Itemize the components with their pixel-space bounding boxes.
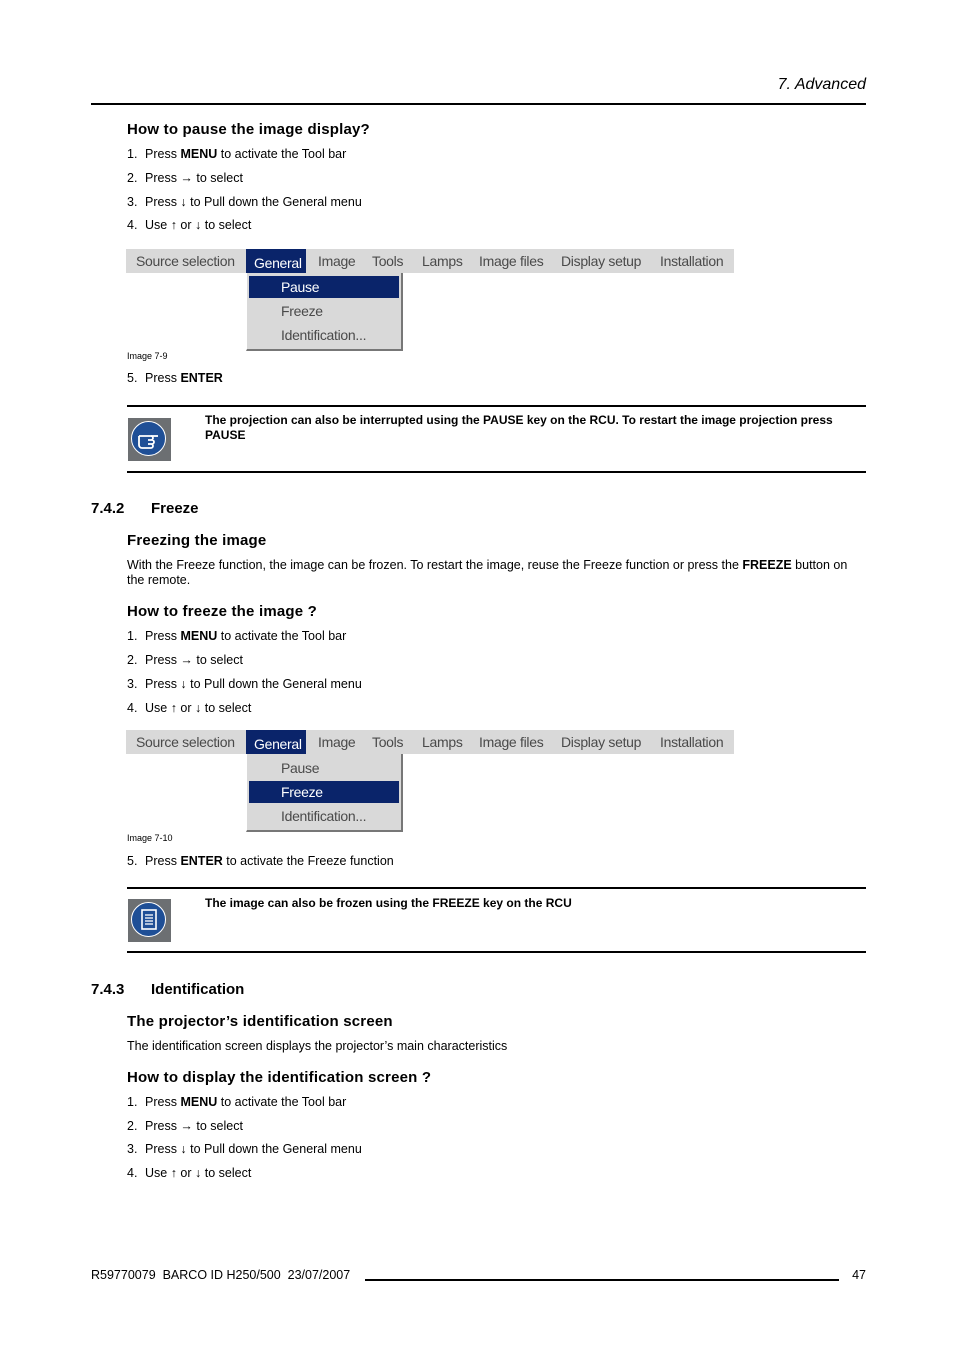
menu-source-selection[interactable]: Source selection [136, 253, 235, 269]
pause-step-5: 5. Press ENTER [127, 371, 223, 385]
menu-image-files[interactable]: Image files [479, 253, 544, 269]
dropdown-item-pause[interactable]: Pause [281, 760, 320, 776]
identification-body: The identification screen displays the projector’s main characteristics [127, 1039, 508, 1053]
menu-general[interactable]: General [246, 730, 306, 754]
chapter-title: 7. Advanced [777, 76, 866, 93]
pause-step-4: 4. Use ↑ or ↓ to select [127, 218, 252, 232]
freeze-step-3: 3. Press ↓ to Pull down the General menu [127, 677, 362, 691]
menu-installation[interactable]: Installation [660, 734, 724, 750]
pause-step-1: 1. Press MENU to activate the Tool bar [127, 147, 347, 161]
section-heading-identification: 7.4.3 Identification [91, 981, 245, 998]
menu-tools[interactable]: Tools [372, 253, 404, 269]
menu-installation[interactable]: Installation [660, 253, 724, 269]
note-top-rule [127, 887, 866, 889]
dropdown-item-freeze[interactable]: Freeze [249, 781, 399, 803]
toolbar-menu-bar [126, 730, 734, 754]
ident-step-2: 2. Press → to select [127, 1119, 243, 1133]
ident-step-1: 1. Press MENU to activate the Tool bar [127, 1095, 347, 1109]
freeze-body: With the Freeze function, the image can be frozen. To restart the image, reuse the Freeze function or press the FREEZE button on the remote. [127, 558, 848, 587]
pause-step-2: 2. Press → to select [127, 171, 243, 185]
dropdown-item-identification[interactable]: Identification... [281, 327, 367, 343]
toolbar-menu-bar [126, 249, 734, 273]
image-caption: Image 7-10 [127, 833, 173, 843]
section-heading-freeze: 7.4.2 Freeze [91, 500, 199, 517]
freeze-step-5: 5. Press ENTER to activate the Freeze function [127, 854, 394, 868]
image-caption: Image 7-9 [127, 351, 168, 361]
menu-source-selection[interactable]: Source selection [136, 734, 235, 750]
footer-doc-info: R59770079 BARCO ID H250/500 23/07/2007 [91, 1268, 351, 1282]
menu-lamps[interactable]: Lamps [422, 253, 463, 269]
identification-howto-heading: How to display the identification screen ? [127, 1069, 432, 1086]
header-rule [91, 103, 866, 105]
general-dropdown [246, 273, 403, 351]
menu-lamps[interactable]: Lamps [422, 734, 463, 750]
freeze-subheading: Freezing the image [127, 532, 267, 549]
note-text: The projection can also be interrupted using the PAUSE key on the RCU. To restart the image projection press PAUSE [205, 413, 833, 442]
pause-step-3: 3. Press ↓ to Pull down the General menu [127, 195, 362, 209]
dropdown-item-pause[interactable]: Pause [249, 276, 399, 298]
note-text: The image can also be frozen using the FREEZE key on the RCU [205, 896, 572, 910]
menu-image[interactable]: Image [318, 734, 356, 750]
menu-display-setup[interactable]: Display setup [561, 253, 642, 269]
note-bottom-rule [127, 951, 866, 953]
freeze-step-4: 4. Use ↑ or ↓ to select [127, 701, 252, 715]
note-document-icon [128, 899, 171, 942]
general-dropdown [246, 754, 403, 832]
freeze-howto-heading: How to freeze the image ? [127, 603, 318, 620]
ident-step-4: 4. Use ↑ or ↓ to select [127, 1166, 252, 1180]
ident-step-3: 3. Press ↓ to Pull down the General menu [127, 1142, 362, 1156]
menu-general[interactable]: General [246, 249, 306, 273]
menu-image[interactable]: Image [318, 253, 356, 269]
pause-heading: How to pause the image display? [127, 121, 370, 138]
freeze-step-2: 2. Press → to select [127, 653, 243, 667]
menu-image-files[interactable]: Image files [479, 734, 544, 750]
dropdown-item-freeze[interactable]: Freeze [281, 303, 323, 319]
footer-rule [365, 1279, 839, 1281]
menu-display-setup[interactable]: Display setup [561, 734, 642, 750]
dropdown-item-identification[interactable]: Identification... [281, 808, 367, 824]
identification-subheading: The projector’s identification screen [127, 1013, 393, 1030]
freeze-step-1: 1. Press MENU to activate the Tool bar [127, 629, 347, 643]
menu-tools[interactable]: Tools [372, 734, 404, 750]
tip-icon [128, 418, 171, 461]
note-bottom-rule [127, 471, 866, 473]
page-number: 47 [852, 1268, 866, 1282]
note-top-rule [127, 405, 866, 407]
